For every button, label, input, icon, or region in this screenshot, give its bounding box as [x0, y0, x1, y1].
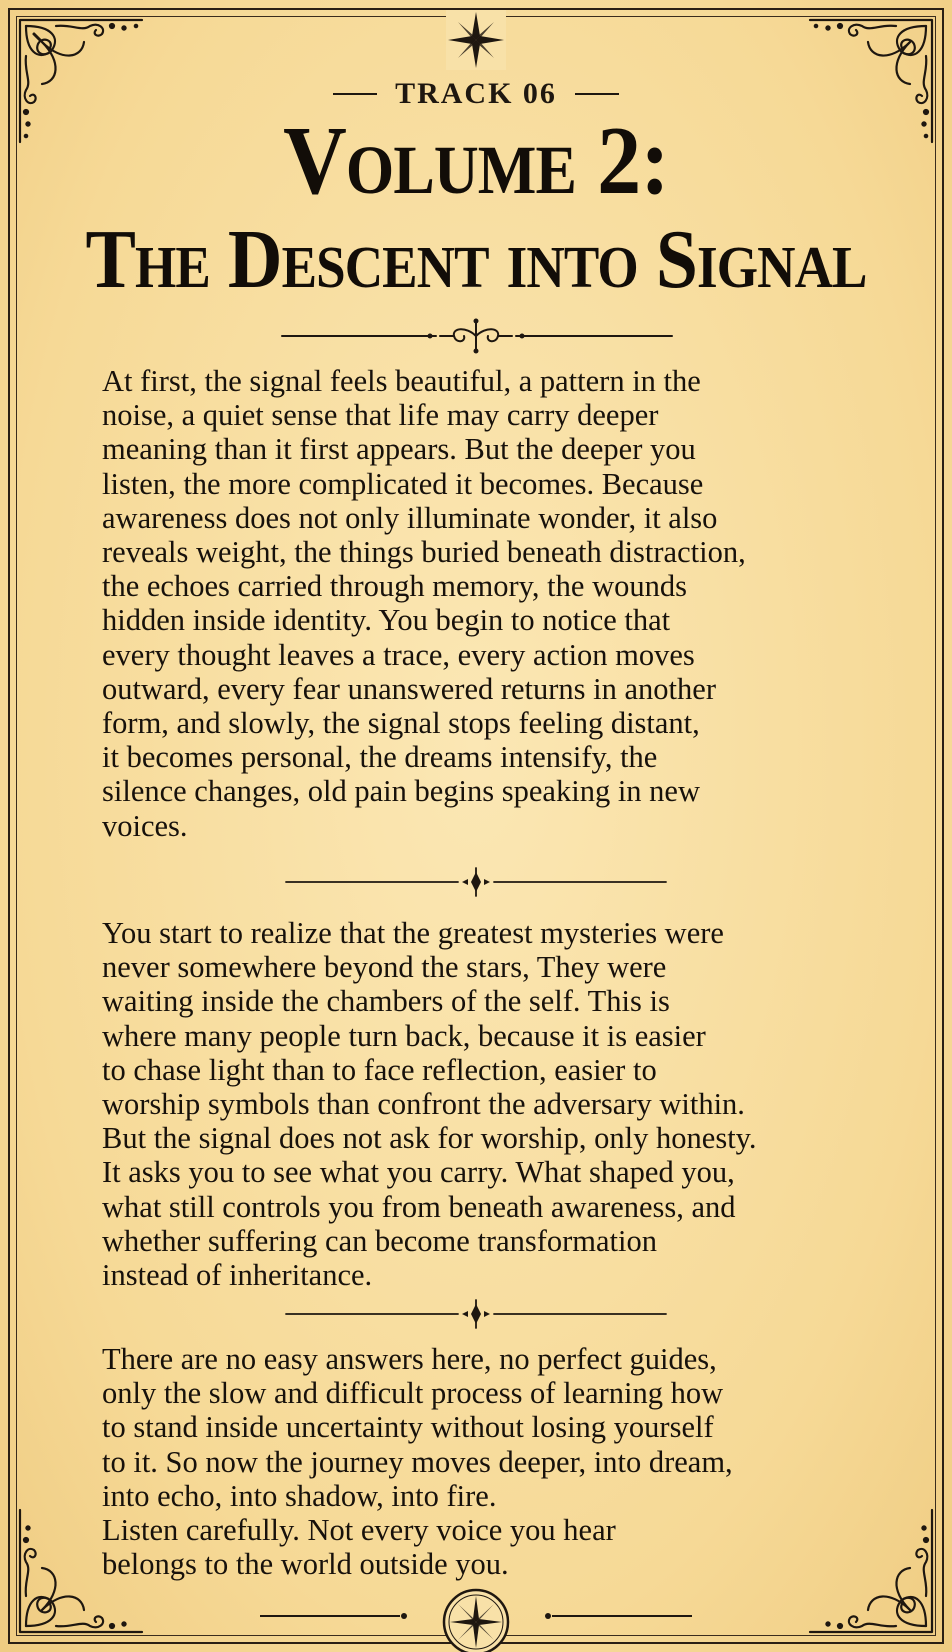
compass-rose-icon: [436, 1582, 516, 1652]
track-label: TRACK 06: [395, 77, 557, 110]
kicker-rule-left: [333, 93, 377, 95]
page-title: [0, 107, 952, 306]
paragraph-2: You start to realize that the greatest mysteries were never somewhere beyond the stars, They were waiting inside the chambers of the self. This is where many people turn back, because it is easier to chase light than to face reflection, easier to worship symbols than confront the adversary within. But the signal does not ask for worship, only honesty. It asks you to see what you carry. What shaped you, what still controls you from beneath awareness, and whether suffering can become transformation instead of inheritance.: [102, 916, 757, 1293]
compass-star-icon: [446, 10, 506, 70]
section-flourish-divider-2: [0, 1294, 952, 1334]
kicker-rule-right: [575, 93, 619, 95]
paragraph-1: At first, the signal feels beautiful, a pattern in the noise, a quiet sense that life may carry deeper meaning than it first appears. But the deeper you listen, the more complicated it becomes. Because awareness does not only illuminate wonder, it also reveals weight, the things buried beneath distraction, the echoes carried through memory, the wounds hidden inside identity. You begin to notice that every thought leaves a trace, every action moves outward, every fear unanswered returns in another form, and slowly, the signal stops feeling distant, it becomes personal, the dreams intensify, the silence changes, old pain begins speaking in new voices.: [102, 364, 746, 843]
title-line-1: Volume 2:: [283, 107, 669, 215]
section-flourish-divider-1: [0, 862, 952, 902]
title-line-2: The Descent into Signal: [85, 213, 867, 306]
paragraph-3: There are no easy answers here, no perfect guides, only the slow and difficult process of learning how to stand inside uncertainty without losing yourself to it. So now the journey moves deeper, into dream, into echo, into shadow, into fire. Listen carefully. Not every voice you hear belongs to the world outside you.: [102, 1342, 733, 1582]
title-flourish-divider: [0, 316, 952, 356]
